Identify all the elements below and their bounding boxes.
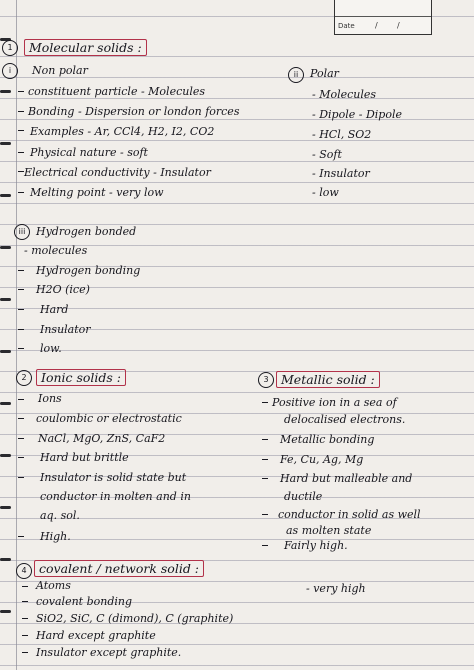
bullet-dash [18, 111, 24, 112]
list-item: Physical nature - soft [30, 146, 148, 159]
spiral-hole [0, 142, 11, 145]
list-item: aq. sol. [40, 509, 80, 522]
section-number: 3 [258, 372, 274, 388]
list-item: Fe, Cu, Ag, Mg [280, 453, 364, 466]
list-item: Polar [310, 67, 339, 80]
page-date-box [334, 0, 432, 35]
list-item: Insulator except graphite. [36, 646, 182, 659]
side-note: - very high [306, 582, 366, 595]
list-item: delocalised electrons. [284, 413, 406, 426]
list-item: Atoms [36, 579, 71, 592]
spiral-hole [0, 194, 11, 197]
section-title [24, 41, 147, 55]
spiral-hole [0, 402, 11, 405]
bullet-dash [18, 289, 24, 290]
bullet-dash [22, 652, 28, 653]
date-separator: / [397, 21, 400, 30]
bullet-dash [262, 439, 268, 440]
section-title-text: Metallic solid : [276, 371, 380, 388]
bullet-dash [22, 601, 28, 602]
list-item: covalent bonding [36, 595, 133, 608]
bullet-dash [22, 618, 28, 619]
section-number: 1 [2, 40, 18, 56]
list-item: Metallic bonding [280, 433, 375, 446]
list-item: low. [40, 342, 62, 355]
list-item: - Dipole - Dipole [312, 108, 402, 121]
spiral-hole [0, 506, 11, 509]
list-item: Melting point - very low [30, 186, 164, 199]
list-item: Positive ion in a sea of [272, 396, 397, 409]
date-separator: / [375, 21, 378, 30]
bullet-dash [18, 270, 24, 271]
date-row [335, 17, 431, 33]
section-title [276, 373, 380, 387]
bullet-dash [18, 348, 24, 349]
list-item: coulombic or electrostatic [36, 412, 182, 425]
list-item: Hard but malleable and [280, 472, 413, 485]
list-item: Bonding - Dispersion or london forces [28, 105, 240, 118]
subsection-number: iii [14, 224, 30, 240]
list-item: H2O (ice) [36, 283, 90, 296]
section-title [36, 371, 126, 385]
section-title-text: Molecular solids : [24, 39, 147, 56]
list-item: Fairly high. [284, 539, 348, 552]
bullet-dash [262, 514, 268, 515]
bullet-dash [22, 635, 28, 636]
section-title [34, 562, 204, 576]
list-item: - low [312, 186, 339, 199]
bullet-dash [18, 309, 24, 310]
spiral-hole [0, 90, 11, 93]
spiral-hole [0, 350, 11, 353]
list-item: conductor in molten and in [40, 490, 191, 503]
list-item: Insulator is solid state but [40, 471, 187, 484]
list-item: conductor in solid as well [278, 508, 421, 521]
bullet-dash [18, 130, 24, 131]
list-item: - Molecules [312, 88, 377, 101]
subsection-number: ii [288, 67, 304, 83]
bullet-dash [262, 545, 268, 546]
spiral-hole [0, 610, 11, 613]
bullet-dash [18, 329, 24, 330]
bullet-dash [18, 399, 24, 400]
list-item: Hard but brittle [40, 451, 129, 464]
list-item: - Soft [312, 148, 342, 161]
section-number: 4 [16, 563, 32, 579]
list-item: - molecules [24, 244, 88, 257]
list-item: ductile [284, 490, 323, 503]
list-item: Hard [40, 303, 69, 316]
bullet-dash [18, 438, 24, 439]
page-row [335, 0, 431, 17]
section-title-text: covalent / network solid : [34, 560, 204, 577]
spiral-hole [0, 298, 11, 301]
list-item: Electrical conductivity - Insulator [24, 166, 211, 179]
bullet-dash [18, 91, 24, 92]
bullet-dash [18, 418, 24, 419]
spiral-hole [0, 558, 11, 561]
list-item: constituent particle - Molecules [28, 85, 205, 98]
bullet-dash [262, 478, 268, 479]
list-item: - HCl, SO2 [312, 128, 372, 141]
bullet-dash [18, 536, 24, 537]
list-item: NaCl, MgO, ZnS, CaF2 [38, 432, 166, 445]
list-item: Ions [38, 392, 62, 405]
list-item: SiO2, SiC, C (dimond), C (graphite) [36, 612, 234, 625]
bullet-dash [262, 402, 268, 403]
list-item: as molten state [286, 524, 372, 537]
spiral-hole [0, 246, 11, 249]
section-number: 2 [16, 370, 32, 386]
list-item: Non polar [32, 64, 88, 77]
bullet-dash [262, 459, 268, 460]
bullet-dash [18, 152, 24, 153]
list-item: - Insulator [312, 167, 370, 180]
list-item: Insulator [40, 323, 91, 336]
bullet-dash [18, 477, 24, 478]
subsection-number: i [2, 63, 18, 79]
bullet-dash [18, 192, 24, 193]
list-item: High. [40, 530, 71, 543]
spiral-hole [0, 454, 11, 457]
section-title-text: Ionic solids : [36, 369, 126, 386]
list-item: Hydrogen bonded [36, 225, 137, 238]
list-item: Hard except graphite [36, 629, 156, 642]
date-label: Date [338, 22, 355, 30]
list-item: Examples - Ar, CCl4, H2, I2, CO2 [30, 125, 215, 138]
list-item: Hydrogen bonding [36, 264, 141, 277]
bullet-dash [22, 586, 28, 587]
bullet-dash [18, 457, 24, 458]
